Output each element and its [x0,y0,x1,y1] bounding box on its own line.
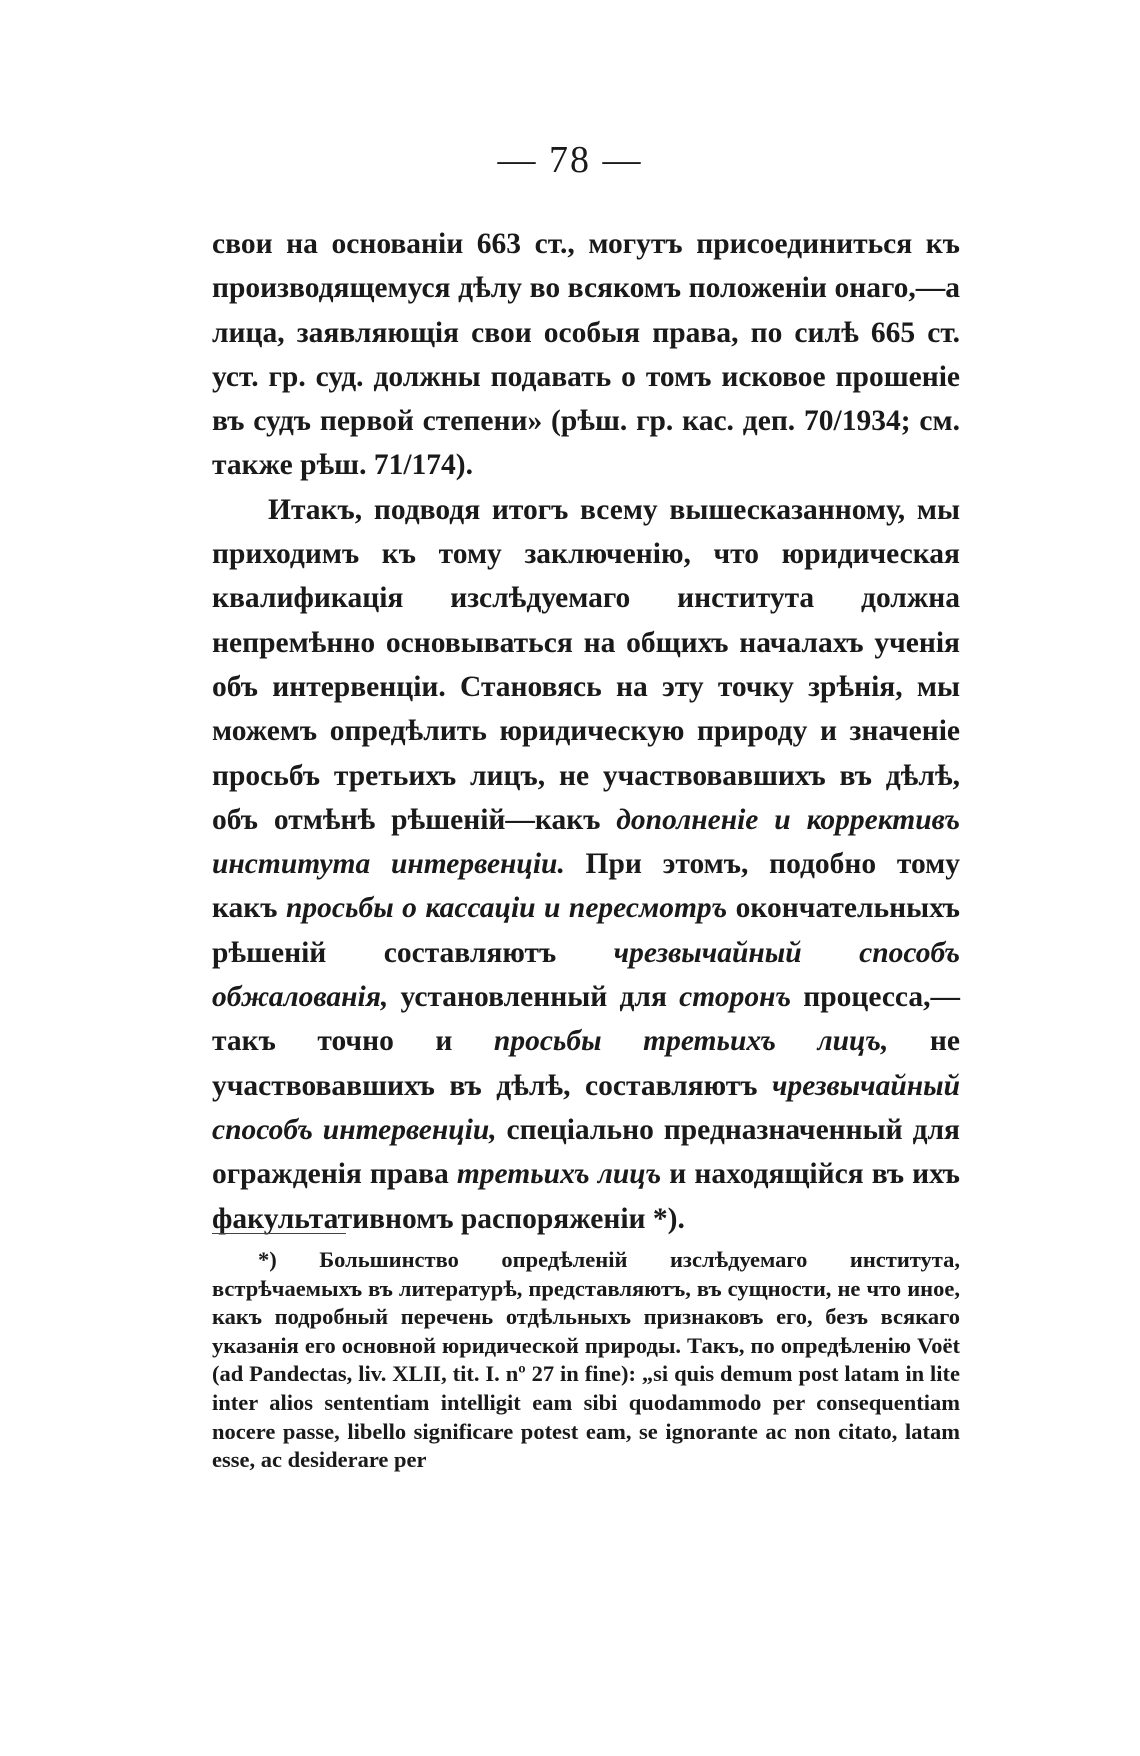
text-segment: Итакъ, подводя итогъ всему вышесказанному, мы приходимъ къ тому заключенію, что юридическая квалификація изслѣдуемаго института должна непремѣнно основываться на общихъ началахъ ученія объ интервенціи. Становясь на эту точку зрѣнія, мы можемъ опредѣлить юридическую природу и значеніе просьбъ третьихъ лицъ, не участвовавшихъ въ дѣлѣ, объ отмѣнѣ рѣшеній—какъ [212,493,960,836]
page-number: — 78 — [497,139,643,181]
italic-emphasis: просьбы о кассаціи и пересмотръ [286,892,728,925]
text-segment: и находящійся въ ихъ факультативномъ распоряженіи *). [212,1158,960,1235]
text-segment: процесса,—такъ точно и [212,981,960,1058]
text-segment: не участвовавшихъ въ дѣлѣ, составляютъ [212,1025,960,1102]
footnote-text: *) Большинство опредѣленій изслѣдуемаго института, встрѣчаемыхъ въ литературѣ, представляютъ, въ сущности, не что иное, какъ подробный перечень отдѣльныхъ признаковъ его, безъ всякаго указанія его основной юридической природы. Такъ, по опредѣленію Voët (ad Pandectas, liv. XLII, tit. I. nº 27 in fine): „si quis demum post latam in lite inter alios sententiam intelligit eam sibi quodammodo per consequentiam nocere passe, libello significare potest eam, se ignorante ac non citato, latam esse, ac desiderare per [212,1247,960,1473]
text-segment: окончательныхъ рѣшеній составляютъ [212,892,960,969]
italic-emphasis: третьихъ лицъ [456,1158,662,1191]
footnote-divider [212,1233,346,1234]
text-segment: спеціально предназначенный для огражденія права [212,1113,961,1191]
paragraph-continued [212,222,960,488]
main-text [212,222,960,1241]
footnote [212,1246,960,1475]
text-segment: При этомъ, подобно тому какъ [212,848,960,925]
paragraph [212,488,960,1241]
italic-emphasis: дополненіе и коррективъ института интервенціи. [212,803,960,881]
text-segment: свои на основаніи 663 ст., могутъ присоединиться къ производящемуся дѣлу во всякомъ положеніи онаго,—а лица, заявляющія свои особыя права, по силѣ 665 ст. уст. гр. суд. должны подавать о томъ исковое прошеніе въ судъ первой степени» (рѣш. гр. кас. деп. 70/1934; см. также рѣш. 71/174). [212,228,960,482]
italic-emphasis: чрезвычайный способъ обжалованія, [212,936,960,1014]
text-segment: установленный для [388,981,680,1014]
italic-emphasis: сторонъ [679,981,791,1014]
italic-emphasis: просьбы третьихъ лицъ, [493,1025,889,1058]
italic-emphasis: чрезвычайный способъ интервенціи, [212,1069,960,1146]
